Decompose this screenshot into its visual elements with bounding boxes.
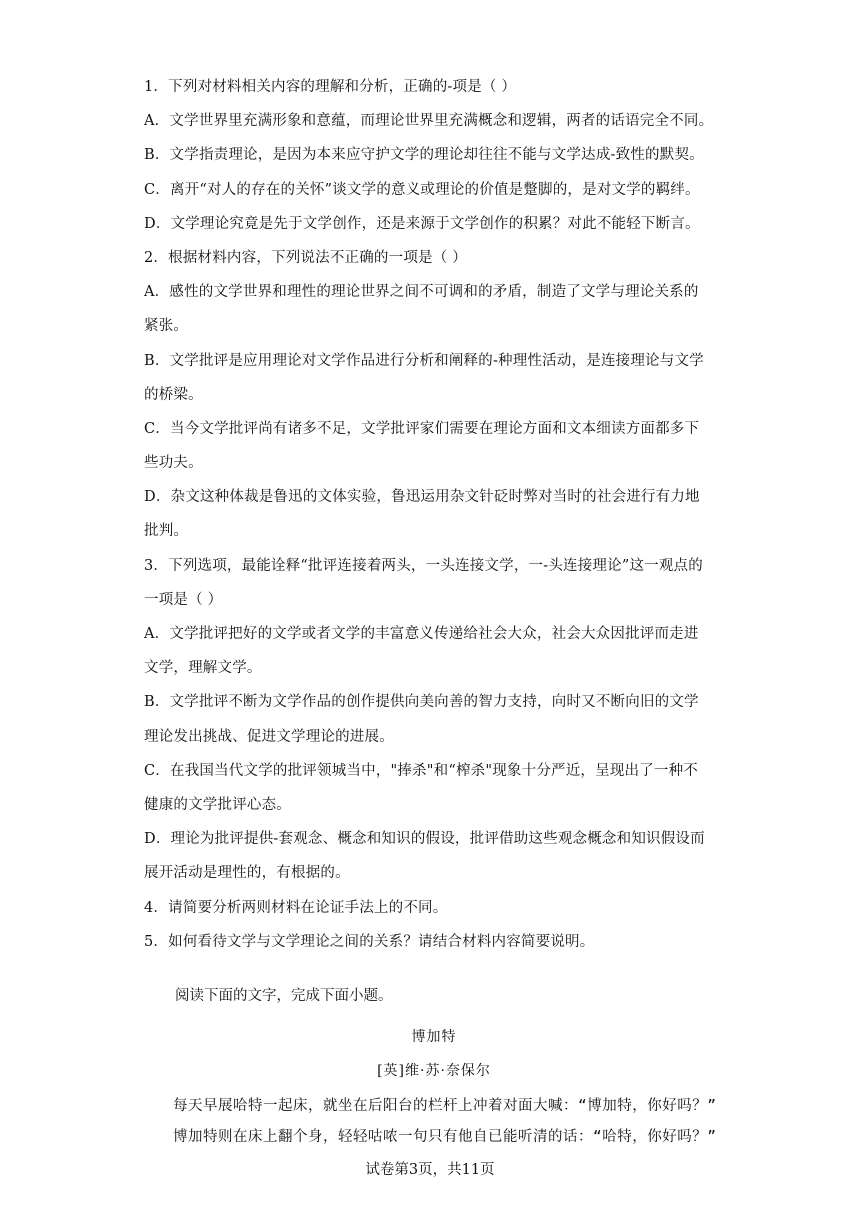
q1-option-c: C．离开“对人的存在的关怀”谈文学的意义或理论的价值是蹩脚的，是对文学的羁绊。 — [144, 181, 700, 198]
q3-option-d-cont: 展开活动是理性的，有根据的。 — [144, 865, 350, 882]
q2-stem: 2．根据材料内容，下列说法不正确的一项是（ ） — [144, 249, 467, 266]
passage-author: [英]维·苏·奈保尔 — [377, 1063, 491, 1079]
q2-option-a: A．感性的文学世界和理性的理论世界之间不可调和的矛盾，制造了文学与理论关系的 — [144, 284, 699, 301]
q3-option-a: A．文学批评把好的文学或者文学的丰富意义传递给社会大众，社会大众因批评而走进 — [144, 626, 699, 642]
q3-option-d: D．理论为批评提供-套观念、概念和知识的假设，批评借助这些观念概念和知识假设而 — [144, 831, 705, 848]
passage-paragraph: 每天早展哈特一起床，就坐在后阳台的栏杆上冲着对面大喊：“博加特，你好吗？” — [173, 1098, 717, 1114]
q3-option-b: B．文学批评不断为文学作品的创作提供向美向善的智力支持，向时又不断向旧的文学 — [144, 694, 699, 711]
q1-option-d: D．文学理论究竟是先于文学创作，还是来源于文学创作的积累？对此不能轻下断言。 — [144, 215, 700, 232]
q4-stem: 4．请简要分析两则材料在论证手法上的不同。 — [144, 899, 448, 916]
question-block — [144, 70, 724, 959]
reading-instruction: 阅读下面的文字，完成下面小题。 — [175, 988, 393, 1004]
q3-stem: 3．下列选项，最能诠释“批评连接着两头，一头连接文学，一-头连接理论”这一观点的 — [144, 557, 703, 574]
q3-option-b-cont: 理论发出挑战、促进文学理论的进展。 — [144, 728, 394, 745]
q1-option-b: B．文学指责理论，是因为本来应守护文学的理论却往往不能与文学达成-致性的默契。 — [144, 147, 704, 164]
q1-option-a: A．文学世界里充满形象和意蕴，而理论世界里充满概念和逻辑，两者的话语完全不同。 — [144, 113, 714, 130]
q2-option-c: C．当今文学批评尚有诸多不足，文学批评家们需要在理论方面和文本细读方面都多下 — [144, 420, 700, 437]
q3-option-a-cont: 文学，理解文学。 — [144, 660, 262, 677]
page-footer: 试卷第3页，共11页 — [365, 1162, 495, 1178]
q3-option-c-cont: 健康的文学批评心态。 — [144, 796, 291, 813]
passage-title: 博加特 — [411, 1029, 457, 1045]
q2-option-d-cont: 批判。 — [144, 523, 189, 540]
q2-option-d: D．杂文这种体裁是鲁迅的文体实验，鲁迅运用杂文针砭时弊对当时的社会进行有力地 — [144, 489, 700, 506]
q5-stem: 5．如何看待文学与文学理论之间的关系？请结合材料内容简要说明。 — [144, 933, 595, 950]
passage-paragraph: 博加特则在床上翻个身，轻轻咕哝一句只有他自已能听清的话：“哈特，你好吗？” — [173, 1129, 717, 1145]
q2-option-a-cont: 紧张。 — [144, 318, 189, 335]
q1-stem: 1．下列对材料相关内容的理解和分析，正确的-项是（ ） — [144, 79, 517, 95]
reading-passage — [144, 986, 724, 1153]
q2-option-c-cont: 些功夫。 — [144, 455, 203, 472]
q3-option-c: C．在我国当代文学的批评领城当中，"捧杀"和“榨杀"现象十分严近，呈现出了一种不 — [144, 762, 699, 779]
q2-option-b-cont: 的桥梁。 — [144, 386, 203, 403]
q3-stem-cont: 一项是（ ） — [144, 591, 223, 608]
q2-option-b: B．文学批评是应用理论对文学作品进行分析和阐释的-种理性活动，是连接理论与文学 — [144, 352, 704, 369]
